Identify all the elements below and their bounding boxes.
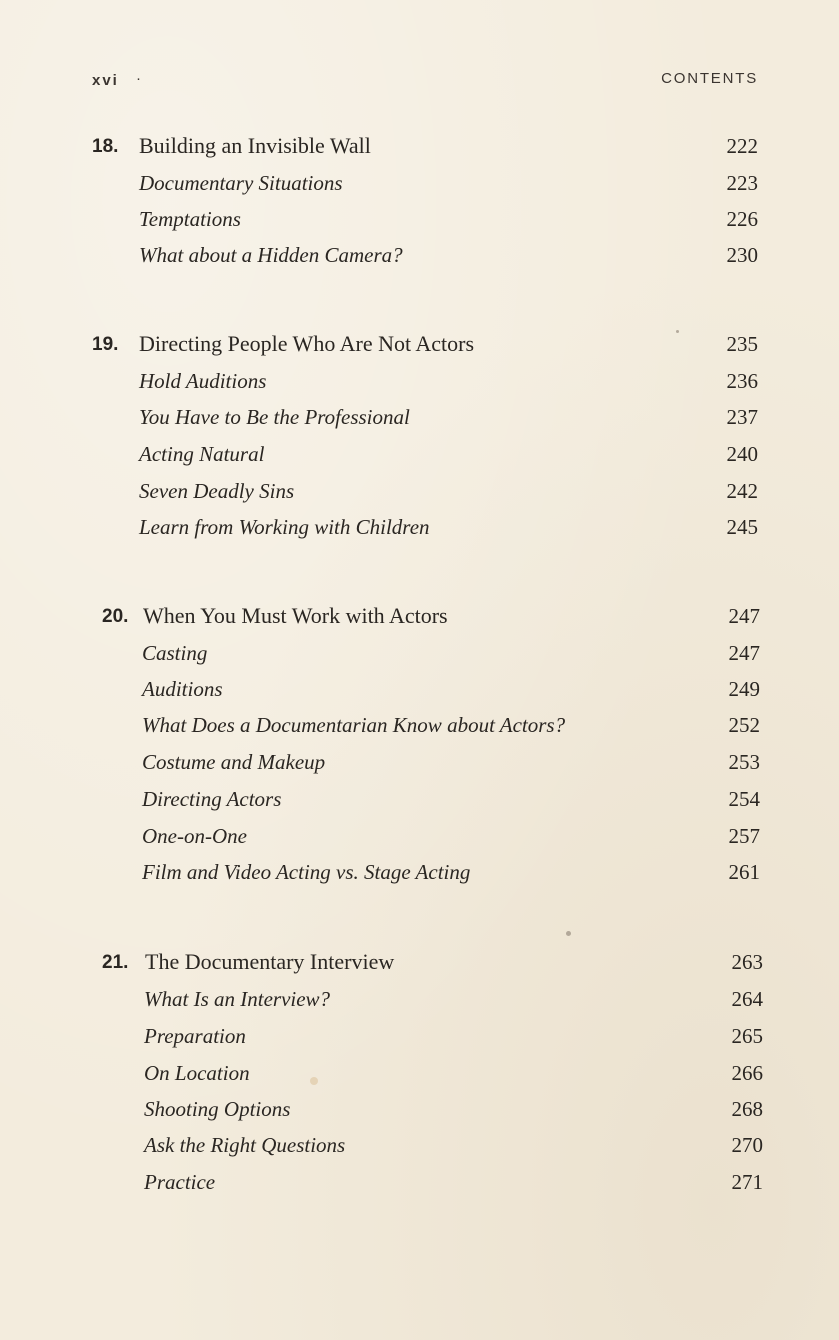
section-title: Hold Auditions xyxy=(139,369,267,393)
section-row xyxy=(0,710,839,740)
section-title: One-on-One xyxy=(142,824,247,848)
section-page-number: 253 xyxy=(728,750,760,774)
section-row xyxy=(0,512,839,542)
section-page-number: 237 xyxy=(726,405,758,429)
paper-speck xyxy=(676,330,679,333)
section-row xyxy=(0,821,839,851)
section-title: Preparation xyxy=(144,1024,246,1048)
section-title: What Is an Interview? xyxy=(144,987,331,1011)
chapter-page-number: 247 xyxy=(728,604,760,628)
section-page-number: 236 xyxy=(726,369,758,393)
section-title: Seven Deadly Sins xyxy=(139,479,295,503)
section-title: Directing Actors xyxy=(142,787,282,811)
section-row xyxy=(0,366,839,396)
chapter-heading-row xyxy=(0,601,839,631)
section-page-number: 245 xyxy=(726,515,758,539)
section-row xyxy=(0,476,839,506)
section-title: What about a Hidden Camera? xyxy=(139,243,403,267)
chapter-number: 18. xyxy=(92,136,119,157)
section-row xyxy=(0,857,839,887)
section-page-number: 268 xyxy=(731,1097,763,1121)
section-title: Learn from Working with Children xyxy=(139,515,430,539)
section-title: Casting xyxy=(142,641,208,665)
chapter-title: The Documentary Interview xyxy=(145,949,395,974)
section-title: You Have to Be the Professional xyxy=(139,405,410,429)
chapter-heading-row xyxy=(0,329,839,359)
section-page-number: 240 xyxy=(726,442,758,466)
chapter-number: 20. xyxy=(102,606,129,627)
section-title: Auditions xyxy=(142,677,223,701)
section-page-number: 264 xyxy=(731,987,763,1011)
section-row xyxy=(0,747,839,777)
section-row xyxy=(0,240,839,270)
section-row xyxy=(0,784,839,814)
section-page-number: 265 xyxy=(731,1024,763,1048)
section-row xyxy=(0,1167,839,1197)
section-page-number: 223 xyxy=(726,171,758,195)
paper-stain xyxy=(310,1077,318,1085)
section-page-number: 252 xyxy=(728,713,760,737)
section-page-number: 266 xyxy=(731,1061,763,1085)
section-title: Acting Natural xyxy=(139,442,265,466)
section-row xyxy=(0,674,839,704)
folio-separator: · xyxy=(136,70,141,87)
section-row xyxy=(0,1130,839,1160)
section-row xyxy=(0,1058,839,1088)
section-page-number: 254 xyxy=(728,787,760,811)
section-page-number: 257 xyxy=(728,824,760,848)
section-page-number: 242 xyxy=(726,479,758,503)
chapter-heading-row xyxy=(0,131,839,161)
section-page-number: 226 xyxy=(726,207,758,231)
section-title: Costume and Makeup xyxy=(142,750,326,774)
running-head xyxy=(92,70,758,92)
chapter-title: Building an Invisible Wall xyxy=(139,133,371,158)
chapter-heading-row xyxy=(0,947,839,977)
section-row xyxy=(0,638,839,668)
section-title: Shooting Options xyxy=(144,1097,291,1121)
section-title: Practice xyxy=(144,1170,216,1194)
chapter-page-number: 263 xyxy=(731,950,763,974)
section-page-number: 271 xyxy=(731,1170,763,1194)
section-page-number: 270 xyxy=(731,1133,763,1157)
chapter-page-number: 235 xyxy=(726,332,758,356)
chapter-number: 21. xyxy=(102,952,129,973)
paper-speck xyxy=(566,931,571,936)
section-page-number: 249 xyxy=(728,677,760,701)
section-row xyxy=(0,168,839,198)
section-page-number: 261 xyxy=(728,860,760,884)
chapter-page-number: 222 xyxy=(726,134,758,158)
running-head-title: CONTENTS xyxy=(661,70,758,87)
section-title: What Does a Documentarian Know about Actors? xyxy=(142,713,566,737)
chapter-title: Directing People Who Are Not Actors xyxy=(139,331,475,356)
section-page-number: 230 xyxy=(726,243,758,267)
section-row xyxy=(0,439,839,469)
chapter-title: When You Must Work with Actors xyxy=(143,603,448,628)
section-row xyxy=(0,984,839,1014)
section-title: Film and Video Acting vs. Stage Acting xyxy=(142,860,471,884)
section-row xyxy=(0,1094,839,1124)
page-folio: xvi xyxy=(92,72,119,89)
section-page-number: 247 xyxy=(728,641,760,665)
chapter-number: 19. xyxy=(92,334,119,355)
section-title: Ask the Right Questions xyxy=(144,1133,346,1157)
section-row xyxy=(0,402,839,432)
section-title: Temptations xyxy=(139,207,241,231)
section-title: On Location xyxy=(144,1061,250,1085)
section-row xyxy=(0,1021,839,1051)
section-title: Documentary Situations xyxy=(139,171,343,195)
section-row xyxy=(0,204,839,234)
